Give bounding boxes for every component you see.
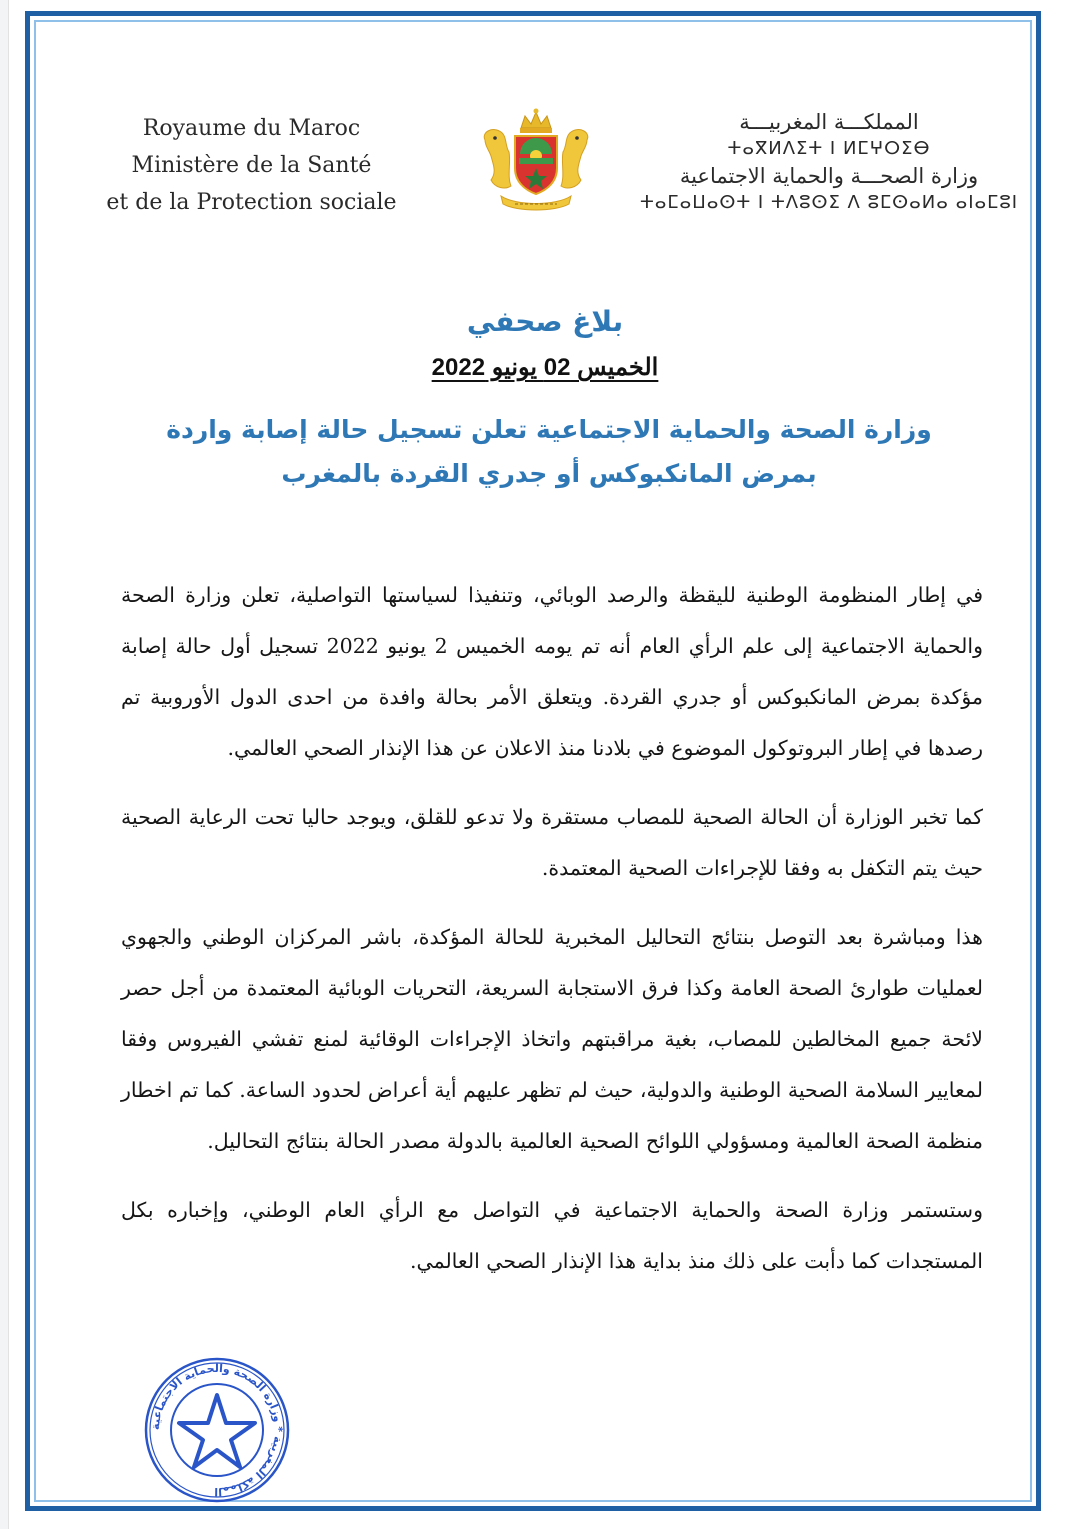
header-ministry-ar: وزارة الصحـــة والحماية الاجتماعية <box>679 164 979 188</box>
body-paragraph: في إطار المنظومة الوطنية لليقظة والرصد الوبائي، وتنفيذا لسياستها التواصلية، تعلن وزارة الصحة والحماية الاجتماعية إلى علم الرأي العام أنه تم يومه الخميس 2 يونيو 2022 تسجيل أول حالة إصابة مؤكدة بمرض المانكبوكس أو جدري القردة. ويتعلق الأمر بحالة وافدة من احدى الدول الأوروبية تم رصدها في إطار البروتوكول الموضوع في بلادنا منذ الاعلان عن هذا الإنذار الصحي العالمي. <box>121 583 984 760</box>
header-kingdom-ar: المملكـــة المغربيـــة <box>739 110 919 134</box>
date-text: الخميس 02 يونيو 2022 <box>431 354 659 381</box>
header-french <box>69 110 434 221</box>
body-paragraph: وستستمر وزارة الصحة والحماية الاجتماعية في التواصل مع الرأي العام الوطني، وإخباره بكل المستجدات كما دأبت على ذلك منذ بداية هذا الإنذار الصحي العالمي. <box>121 1198 983 1273</box>
body-paragraph: هذا ومباشرة بعد التوصل بنتائج التحاليل المخبرية للحالة المؤكدة، باشر المركزان الوطني والجهوي لعمليات طوارئ الصحة العامة وكذا فرق الاستجابة السريعة، التحريات الوبائية المعتمدة من أجل حصر لائحة جميع المخالطين للمصاب، بغية مراقبتهم واتخاذ الإجراءات الوقائية لمنع تفشي الفيروس وفقا لمعايير السلامة الصحية الوطنية والدولية، حيث لم تظهر عليهم أية أعراض لحدود الساعة. كما تم اخطار منظمة الصحة العالمية ومسؤولي اللوائح الصحية العالمية بالدولة مصدر الحالة بنتائج التحاليل. <box>121 925 983 1153</box>
header-ministry-fr: Ministère de la Santé <box>131 153 372 178</box>
coat-of-arms-icon <box>471 106 601 224</box>
press-release-body <box>121 570 983 1287</box>
header-ministry-fr-2: et de la Protection sociale <box>106 190 397 215</box>
press-release-date <box>9 353 1080 382</box>
stamp-text: المملكة المغربية * وزارة الصحة والحماية الاجتماعية <box>148 1361 286 1499</box>
star-icon <box>179 1395 255 1467</box>
press-release-headline: وزارة الصحة والحماية الاجتماعية تعلن تسجيل حالة إصابة واردة بمرض المانكبوكس أو جدري القردة بالمغرب <box>166 415 932 488</box>
header-kingdom-tifinagh: ⵜⴰⴳⵍⴷⵉⵜ ⵏ ⵍⵎⵖⵔⵉⴱ <box>727 138 931 159</box>
header-ministry-tifinagh: ⵜⴰⵎⴰⵡⴰⵙⵜ ⵏ ⵜⴷⵓⵙⵉ ⴷ ⵓⵎⵙⴰⵍⴰ ⴰⵏⴰⵎⵓⵏ <box>639 192 1019 213</box>
press-release-title: بلاغ صحفي <box>466 305 624 338</box>
ministry-stamp <box>142 1355 292 1505</box>
body-paragraph: كما تخبر الوزارة أن الحالة الصحية للمصاب مستقرة ولا تدعو للقلق، ويوجد حاليا تحت الرعاية الصحية حيث يتم التكفل به وفقا للإجراءات الصحية المعتمدة. <box>121 805 983 880</box>
header-kingdom-fr: Royaume du Maroc <box>142 116 361 141</box>
header-arabic <box>639 108 1019 216</box>
document-page <box>8 0 1080 1529</box>
